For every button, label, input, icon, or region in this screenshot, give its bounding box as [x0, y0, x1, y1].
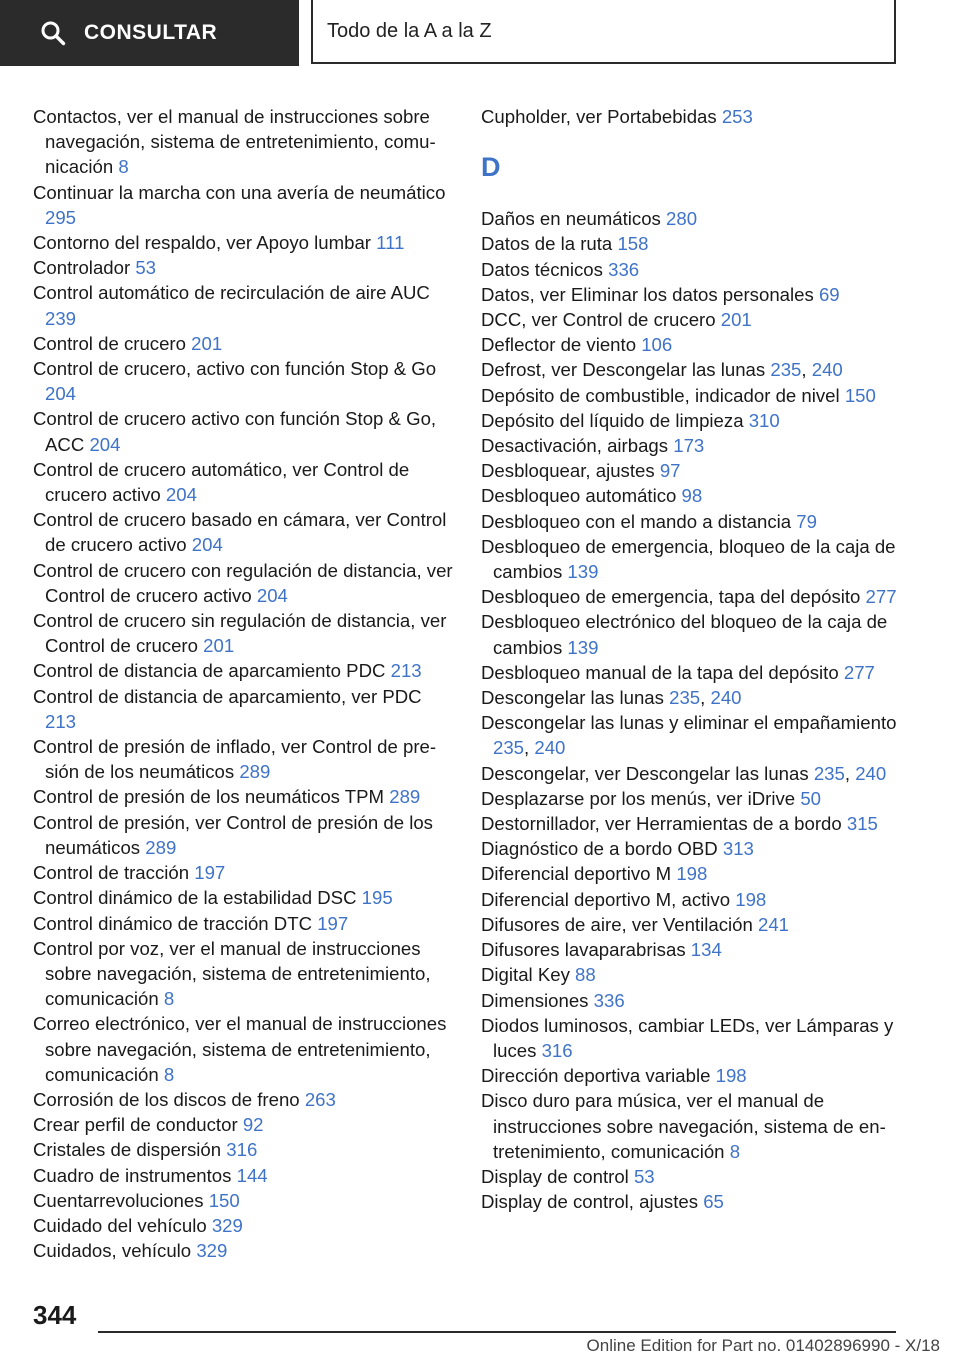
index-entry-text: Cuentarrevoluciones	[33, 1189, 204, 1211]
index-entry-text: Desbloqueo manual de la tapa del depósito	[481, 661, 839, 683]
consultar-label: CONSULTAR	[84, 21, 218, 44]
index-entry-text: Control de crucero sin regulación de distancia, ver Control de crucero	[33, 610, 447, 657]
page-reference-link[interactable]: 97	[659, 460, 681, 482]
index-entry	[481, 660, 901, 685]
index-entry	[33, 280, 453, 330]
page-reference-link[interactable]: 277	[843, 661, 875, 683]
page-reference-link[interactable]: 316	[226, 1139, 258, 1161]
index-entry-text: Control de crucero, activo con función Stop & Go	[33, 358, 437, 380]
index-entry-text: Control de crucero automático, ver Control de crucero activo	[33, 458, 410, 506]
index-entry-text: Cuidado del vehículo	[33, 1214, 207, 1236]
index-entry-text: Control de presión de inflado, ver Control de presión de los neumáticos	[33, 736, 437, 783]
index-entry	[33, 255, 453, 280]
index-entry-text: Dimensiones	[481, 989, 589, 1011]
index-entry-text: Control de crucero activo con función Stop & Go, ACC	[33, 408, 437, 455]
page-reference-link[interactable]: 92	[242, 1114, 264, 1136]
index-entry-text: Destornillador, ver Herramientas de a bordo	[481, 813, 842, 835]
index-entry	[481, 206, 901, 231]
index-entry-text: Control de crucero con regulación de distancia, ver Control de crucero activo	[33, 559, 453, 606]
page-reference-link[interactable]: 263	[304, 1088, 336, 1110]
index-entry	[33, 936, 453, 1012]
page-reference-link[interactable]: 239	[45, 307, 77, 329]
index-entry-text: Control de presión, ver Control de presión de los neumáticos	[33, 811, 433, 858]
index-column-left	[33, 104, 453, 1263]
page-reference-link[interactable]: 139	[567, 561, 599, 583]
index-entry	[33, 860, 453, 885]
page-reference-link[interactable]: 79	[796, 510, 817, 532]
index-entry	[481, 962, 901, 987]
index-entry	[33, 784, 453, 809]
index-entry-text: Correo electrónico, ver el manual de instrucciones sobre navegación, sistema de entretenimiento, comunicación	[33, 1013, 447, 1085]
index-entry	[481, 1063, 901, 1088]
index-entry	[33, 230, 453, 255]
index-entry	[33, 1163, 453, 1188]
page-reference-link[interactable]: 253	[721, 106, 753, 127]
page-reference-link[interactable]: 241	[758, 913, 790, 935]
index-entry	[33, 810, 453, 860]
page-reference-link[interactable]: 240	[855, 762, 887, 784]
page-reference-link[interactable]: 106	[641, 334, 673, 356]
index-entry	[481, 534, 901, 584]
index-entry-text: Display de control	[481, 1165, 629, 1187]
page-reference-link[interactable]: 53	[135, 257, 157, 279]
index-entry-text: Cupholder, ver Portabebidas	[481, 106, 717, 127]
index-entry-text: Difusores lavaparabrisas	[481, 939, 686, 961]
page-reference-link[interactable]: 65	[703, 1191, 724, 1213]
index-entry-text: Control dinámico de la estabilidad DSC	[33, 887, 357, 909]
page-reference-link[interactable]: 240	[710, 687, 742, 709]
index-entry	[481, 257, 901, 282]
index-entry	[481, 282, 901, 307]
index-entry	[481, 836, 901, 861]
index-entry	[481, 231, 901, 256]
page-reference-link[interactable]: 315	[846, 813, 878, 835]
index-entry-text: Depósito de combustible, indicador de nivel	[481, 384, 840, 406]
page-reference-link[interactable]: 69	[818, 283, 840, 305]
page-reference-link[interactable]: 277	[865, 586, 897, 608]
index-entry	[481, 307, 901, 332]
index-entry-text: Diferencial deportivo M, activo	[481, 888, 731, 910]
tab-todo-a-z[interactable]	[311, 0, 896, 64]
index-entry	[481, 937, 901, 962]
index-entry-text: Daños en neumáticos	[481, 208, 661, 230]
page-reference-link[interactable]: 204	[191, 534, 223, 556]
index-entry	[33, 608, 453, 658]
index-entry	[33, 180, 453, 230]
index-entry	[481, 104, 901, 129]
index-entry-text: Corrosión de los discos de freno	[33, 1088, 300, 1110]
index-entry-text: Datos de la ruta	[481, 233, 613, 255]
page-reference-link[interactable]: 201	[191, 332, 223, 354]
page-reference-link[interactable]: 213	[45, 710, 77, 732]
page-reference-link[interactable]: 204	[256, 584, 288, 606]
index-entry-text: Contactos, ver el manual de instrucciones sobre navegación, sistema de entretenimiento, comunicación	[33, 106, 436, 178]
index-entry-text: Control automático de recirculación de aire AUC	[33, 282, 430, 304]
page-reference-link[interactable]: 204	[89, 433, 121, 455]
index-entry-text: Control de tracción	[33, 862, 190, 884]
index-entry-text: Display de control, ajustes	[481, 1191, 699, 1213]
page-reference-link[interactable]: 50	[800, 787, 822, 809]
index-entry-text: Diodos luminosos, cambiar LEDs, ver Lámparas y luces	[481, 1014, 894, 1061]
page-reference-link[interactable]: 310	[748, 409, 780, 431]
page-reference-link[interactable]: 8	[163, 1063, 175, 1085]
index-entry	[481, 887, 901, 912]
index-entry: Descongelar las lunas 235, 240	[481, 687, 742, 709]
index-entry-text: Control dinámico de tracción DTC	[33, 912, 313, 934]
page-reference-link[interactable]: 316	[541, 1039, 573, 1061]
page-reference-link[interactable]: 336	[608, 258, 640, 280]
page-reference-link[interactable]: 98	[681, 485, 703, 507]
page-reference-link[interactable]: 329	[196, 1240, 228, 1262]
page-reference-link[interactable]: 195	[361, 887, 393, 909]
page-reference-link[interactable]: 336	[593, 989, 625, 1011]
index-entry-text: Difusores de aire, ver Ventilación	[481, 913, 753, 935]
index-entry	[33, 684, 453, 734]
index-entry-text: Control de presión de los neumáticos TPM	[33, 786, 385, 808]
index-entry-text: Desbloqueo con el mando a distancia	[481, 510, 792, 532]
index-entry-text: Desbloqueo de emergencia, bloqueo de la caja de cambios	[481, 535, 896, 583]
index-entry	[481, 383, 901, 408]
page-reference-link[interactable]: 8	[163, 988, 175, 1010]
page-reference-link[interactable]: 235	[770, 359, 802, 381]
index-entry-text: Controlador	[33, 257, 131, 279]
page-reference-link[interactable]: 329	[211, 1214, 243, 1236]
index-entry	[33, 658, 453, 683]
page-reference-link[interactable]: 8	[729, 1140, 741, 1162]
page-reference-link[interactable]: 240	[811, 359, 843, 381]
page-reference-link[interactable]: 88	[575, 964, 596, 986]
page-reference-link[interactable]: 150	[844, 384, 876, 406]
page-reference-link[interactable]: 235	[493, 737, 525, 759]
page-reference-link[interactable]: 144	[236, 1164, 268, 1186]
index-entry-text: Descongelar las lunas y eliminar el empañamiento	[481, 712, 897, 734]
index-entry	[33, 1011, 453, 1087]
page-reference-link[interactable]: 150	[208, 1189, 240, 1211]
index-entry: Descongelar, ver Descongelar las lunas 235, 240	[481, 762, 887, 784]
index-entry-text: Dirección deportiva variable	[481, 1065, 711, 1087]
search-icon	[40, 20, 66, 46]
index-entry-text: Control de crucero	[33, 332, 186, 354]
index-entry	[33, 1137, 453, 1162]
index-entry-text: Desactivación, airbags	[481, 435, 669, 457]
index-entry-text: Desbloqueo electrónico del bloqueo de la caja de cambios	[481, 611, 888, 658]
page-reference-link[interactable]: 111	[376, 232, 405, 254]
index-entry-text: Depósito del líquido de limpieza	[481, 409, 744, 431]
page-reference-link[interactable]: 204	[165, 484, 197, 506]
index-entry-text: Control por voz, ver el manual de instrucciones sobre navegación, sistema de entretenimiento, comunicación	[33, 937, 431, 1010]
index-entry	[33, 911, 453, 936]
index-entry-text: Cuadro de instrumentos	[33, 1164, 232, 1186]
index-entry	[481, 1189, 901, 1214]
index-entry	[481, 433, 901, 458]
index-entry-text: Digital Key	[481, 964, 570, 986]
index-entry-text: Descongelar, ver Descongelar las lunas	[481, 762, 809, 784]
index-entry	[33, 406, 453, 456]
index-entry-text: Desbloqueo de emergencia, tapa del depósito	[481, 586, 861, 608]
index-entry-text: Cristales de dispersión	[33, 1139, 222, 1161]
page-reference-link[interactable]: 173	[673, 435, 705, 457]
index-entry: Defrost, ver Descongelar las lunas 235, 240	[481, 359, 843, 381]
index-entry-text: Datos técnicos	[481, 258, 603, 280]
page-reference-link[interactable]: 240	[534, 737, 566, 759]
index-entry	[481, 584, 901, 609]
index-entry-text: Descongelar las lunas	[481, 687, 664, 709]
index-entry-text: Diferencial deportivo M	[481, 863, 672, 885]
page-reference-link[interactable]: 53	[633, 1165, 655, 1187]
index-entry	[33, 885, 453, 910]
page-reference-link[interactable]: 313	[722, 838, 754, 860]
index-entry-text: Desbloquear, ajustes	[481, 460, 655, 482]
index-entry	[33, 356, 453, 406]
index-entry	[481, 483, 901, 508]
page-reference-link[interactable]: 280	[666, 208, 698, 230]
index-entry-text: Disco duro para música, ver el manual de instrucciones sobre navegación, sistema de entretenimiento, comunicación	[481, 1090, 886, 1162]
index-entry	[33, 1112, 453, 1137]
index-entry	[481, 458, 901, 483]
index-entry-text: Cuidados, vehículo	[33, 1240, 192, 1262]
index-entry	[481, 786, 901, 811]
index-entry	[481, 912, 901, 937]
index-entry	[33, 734, 453, 784]
index-entry	[33, 1238, 453, 1263]
index-entry	[481, 509, 901, 534]
page-reference-link[interactable]: 289	[239, 761, 271, 783]
page-reference-link[interactable]: 213	[390, 660, 422, 682]
index-entry	[481, 609, 901, 659]
index-entry: Descongelar las lunas y eliminar el empañamiento 235, 240	[481, 712, 897, 759]
index-entry	[33, 104, 453, 180]
page-reference-link[interactable]: 139	[567, 636, 599, 658]
index-entry	[33, 331, 453, 356]
index-entry-text: Defrost, ver Descongelar las lunas	[481, 359, 766, 381]
index-entry-text: Desbloqueo automático	[481, 485, 677, 507]
index-entry-text: Control de distancia de aparcamiento, ver PDC	[33, 685, 422, 707]
index-column-right	[481, 104, 901, 1214]
index-entry	[481, 811, 901, 836]
index-entry	[481, 1088, 901, 1164]
index-entry	[33, 1188, 453, 1213]
footer-edition-text: Online Edition for Part no. 01402896990 - X/18	[586, 1336, 940, 1355]
page-reference-link[interactable]: 197	[317, 912, 349, 934]
index-entry	[481, 408, 901, 433]
index-entry-text: Desplazarse por los menús, ver iDrive	[481, 787, 796, 809]
top-bar	[0, 0, 960, 66]
index-entry-text: Crear perfil de conductor	[33, 1114, 238, 1136]
index-entry-text: Deflector de viento	[481, 334, 637, 356]
index-entry	[33, 457, 453, 507]
page-reference-link[interactable]: 235	[813, 762, 845, 784]
consultar-button[interactable]	[0, 0, 299, 66]
page-reference-link[interactable]: 158	[617, 233, 649, 255]
index-entry	[33, 1213, 453, 1238]
page-reference-link[interactable]: 201	[720, 309, 752, 331]
page-reference-link[interactable]: 8	[118, 156, 129, 178]
page-number: 344	[33, 1300, 77, 1330]
index-entry-text: Control de crucero basado en cámara, ver Control de crucero activo	[33, 509, 447, 556]
page-reference-link[interactable]: 197	[194, 862, 226, 884]
section-letter-heading: D	[481, 152, 501, 183]
page-reference-link[interactable]: 134	[690, 939, 722, 961]
page-reference-link[interactable]: 204	[45, 383, 77, 405]
page-reference-link[interactable]: 289	[145, 836, 177, 858]
index-entry	[481, 1164, 901, 1189]
index-entry	[33, 558, 453, 608]
tab-label: Todo de la A a la Z	[327, 19, 492, 42]
index-entry-text: Continuar la marcha con una avería de neumático	[33, 181, 446, 203]
index-entry-text: Diagnóstico de a bordo OBD	[481, 838, 718, 860]
index-entry-text: Contorno del respaldo, ver Apoyo lumbar	[33, 232, 371, 254]
index-entry-text: Datos, ver Eliminar los datos personales	[481, 283, 814, 305]
index-entry	[481, 332, 901, 357]
footer-divider	[98, 1331, 896, 1333]
page-reference-link[interactable]: 198	[715, 1065, 747, 1087]
index-entry-text: DCC, ver Control de crucero	[481, 309, 716, 331]
page-reference-link[interactable]: 289	[389, 786, 421, 808]
page-reference-link[interactable]: 295	[45, 206, 77, 228]
index-entry	[33, 507, 453, 557]
index-entry	[33, 1087, 453, 1112]
page-reference-link[interactable]: 198	[676, 863, 708, 885]
index-entry	[481, 1013, 901, 1063]
index-entry	[481, 988, 901, 1013]
index-entry	[481, 861, 901, 886]
page-reference-link[interactable]: 235	[669, 687, 701, 709]
index-entry-text: Control de distancia de aparcamiento PDC	[33, 660, 386, 682]
page-reference-link[interactable]: 201	[203, 635, 235, 657]
page-reference-link[interactable]: 198	[735, 888, 767, 910]
